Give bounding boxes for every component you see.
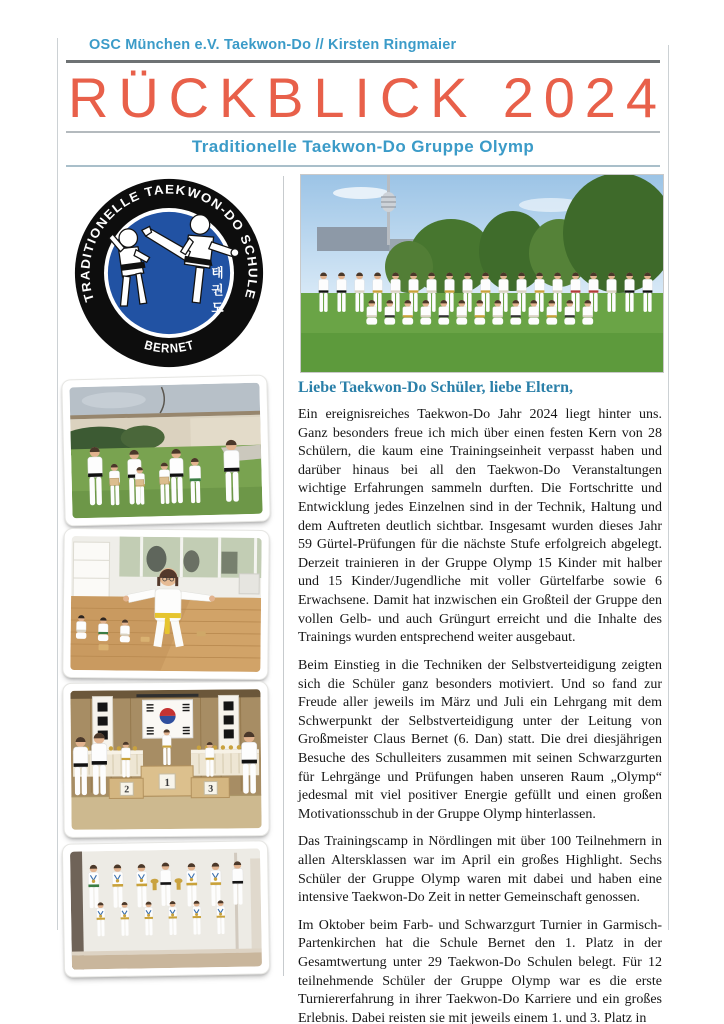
logo-ring-text: TRADITIONELLE TAEKWON-DO SCHULE [78,182,260,304]
photo-group-olympiapark [300,174,664,373]
article-heading: Liebe Taekwon-Do Schüler, liebe Eltern, [298,379,573,396]
club-logo [70,176,268,370]
svg-text:도: 도 [211,300,224,315]
article-paragraph: Das Trainingscamp in Nördlingen mit über 100 Teilnehmern in allen Altersklassen war im April ein großes Highlight. Sechs Schüler der Gruppe Olymp waren mit dabei und haben eine intensive Taekwon-Do Zeit in netter Gemeinschaft genossen. [298,834,662,906]
column-divider [283,176,284,976]
podium-number-1: 1 [164,776,171,790]
subtitle-rule [66,165,660,167]
page-title: R Ü C K B L I C K 2 0 2 4 [68,66,657,129]
title-rule [66,131,660,133]
photo-kick-demo [62,528,270,680]
subtitle: Traditionelle Taekwon-Do Gruppe Olymp [191,137,535,156]
photo-belt-exam-outdoor [61,375,271,527]
club-logo-badge [72,176,266,370]
podium-number-3: 3 [208,783,214,795]
logo-korean-text [211,265,224,315]
photo-medal-group [62,840,270,978]
frame-line-right [668,45,669,930]
article-paragraph: Im Oktober beim Farb- und Schwarzgurt Turnier in Garmisch-Partenkirchen hat die Schule Bernet den 1. Platz in der Gesamtwertung unter 29 Taekwon-Do Schulen belegt. Für 12 teilnehmende Schüler der Gruppe Olymp war es die erste Turniererfahrung in ihrer Taekwon-Do Karriere und ein großes Erlebnis. Dabei reisten sie mit jeweils einem 1. und 3. Platz in [298,917,662,1024]
frame-line-left [57,38,58,930]
header-rule [66,60,660,63]
photo-podium-ceremony [62,681,269,838]
podium-number-2: 2 [124,784,130,796]
article-paragraph: Beim Einstieg in die Techniken der Selbstverteidigung zeigten sich die Schüler ganz besonders motiviert. Und so fand zur Freude aller jeweils im März und Juli ein Lehrgang mit dem Schwerpunkt der Selbstverteidigung unter der Leitung von Großmeister Claus Bernet (6. Dan) statt. Die drei diesjährigen Besuche des Schulleiters zusammen mit seinen Schwarzgurten für Lehrgänge und Prüfungen haben unseren Raum „Olymp“ jedesmal mit viel positiver Energie gefüllt und einen großen Motivationsschub in der Gruppe Olymp hinterlassen. [298,657,662,822]
masthead: OSC München e.V. Taekwon-Do // Kirsten Ringmaier [89,37,457,53]
logo-bottom-text: BERNET [142,337,197,356]
article [298,379,662,1024]
svg-text:권: 권 [211,283,224,298]
svg-text:태: 태 [211,265,224,280]
article-paragraph: Ein ereignisreiches Taekwon-Do Jahr 2024 liegt hinter uns. Ganz besonders freue ich mich über einen festen Kern von 28 Schülern, die kaum eine Trainingseinheit verpasst haben und darüber hinaus bei all den Taekwon-Do Veranstaltungen wichtige Erfahrungen sammeln durften. Die Fortschritte und Entwicklung jedes Einzelnen sind in der Technik, Haltung und dem Auftreten deutlich sichtbar. Insgesamt wurden dieses Jahr 59 Gürtel-Prüfungen für die nächste Stufe erfolgreich abgelegt. Derzeit trainieren in der Gruppe Olymp 15 Kinder mit halber und 15 Kinder/Jugendliche mit voller Gürtelfarbe sowie 6 Erwachsene. Damit hat inzwischen ein Großteil der Gruppe den vollen Gelb- und auch Grüngurt erreicht und die Inhalte des Trainings wurden entsprechend weiter ausgebaut. [298,407,662,646]
